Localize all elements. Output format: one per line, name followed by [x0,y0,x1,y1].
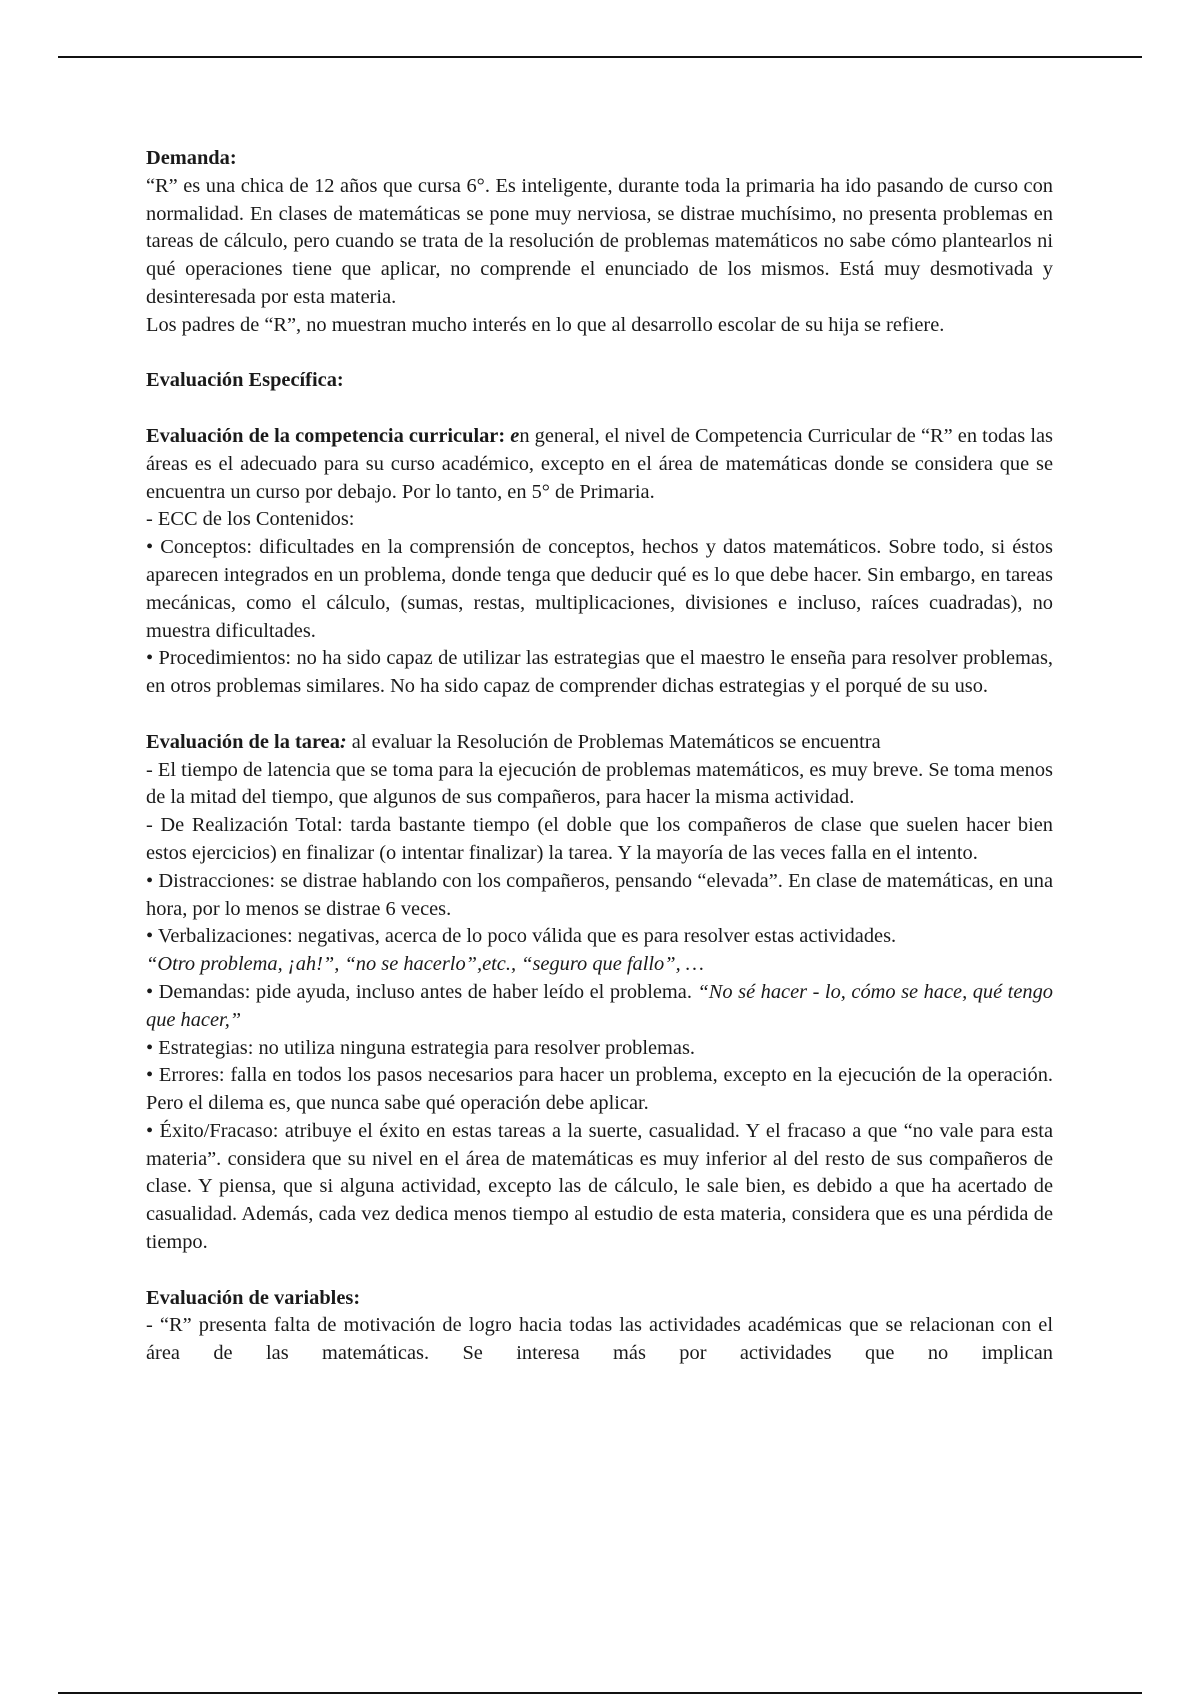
tarea-intro: al evaluar la Resolución de Problemas Matemáticos se encuentra [346,730,881,753]
conceptos-item: • Conceptos: dificultades en la comprensión de conceptos, hechos y datos matemáticos. Sobre todo, si éstos aparecen integrados en un problema, donde tenga que deducir qué es lo que debe hacer. Sin embargo, en tareas mecánicas, como el cálculo, (sumas, restas, multiplicaciones, divisiones e incluso, raíces cuadradas), no muestra dificultades. [146,536,1053,642]
competencia-heading: Evaluación de la competencia curricular: [146,424,506,447]
variables-heading: Evaluación de variables: [146,1286,361,1309]
tarea-heading-colon: : [339,730,347,753]
procedimientos-item: • Procedimientos: no ha sido capaz de utilizar las estrategias que el maestro le enseña para resolver problemas, en otros problemas similares. No ha sido capaz de comprender dichas estrategias y el porqué de su uso. [146,647,1053,698]
estrategias-item: • Estrategias: no utiliza ninguna estrategia para resolver problemas. [146,1036,695,1059]
exito-item: • Éxito/Fracaso: atribuye el éxito en estas tareas a la suerte, casualidad. Y el fracaso a que “no vale para esta materia”. considera que su nivel en el área de matemáticas es muy inferior al del resto de sus compañeros de clase. Y piensa, que si alguna actividad, excepto las de cálculo, le sale bien, es debido a que ha acertado de casualidad. Además, cada vez dedica menos tiempo al estudio de esta materia, considera que es una pérdida de tiempo. [146,1119,1053,1254]
errores-item: • Errores: falla en todos los pasos necesarios para hacer un problema, excepto en la ejecución de la operación. Pero el dilema es, que nunca sabe qué operación debe aplicar. [146,1064,1053,1115]
demandas-quote: “No sé hacer - lo, cómo se hace, qué tengo que hacer,” [146,980,1053,1031]
tarea-paragraph [146,729,1053,757]
competencia-paragraph [146,423,1053,506]
evaluacion-especifica-heading: Evaluación Específica: [146,369,344,392]
ecc-line: - ECC de los Contenidos: [146,508,355,531]
distracciones-item: • Distracciones: se distrae hablando con los compañeros, pensando “elevada”. En clase de matemáticas, en una hora, por lo menos se distrae 6 veces. [146,869,1053,920]
header-rule [58,56,1142,58]
footer-rule [58,1692,1142,1694]
variables-paragraph: - “R” presenta falta de motivación de logro hacia todas las actividades académicas que se relacionan con el área de las matemáticas. Se interesa más por actividades que no implican [146,1314,1053,1365]
competencia-first-letter: e [510,424,520,447]
demandas-text: • Demandas: pide ayuda, incluso antes de haber leído el problema. [146,980,698,1003]
tarea-heading: Evaluación de la tarea [146,730,340,753]
demanda-heading: Demanda: [146,147,237,169]
document-body [146,145,1053,1368]
verbalizaciones-item: • Verbalizaciones: negativas, acerca de lo poco válida que es para resolver estas actividades. [146,925,897,948]
realizacion-item: - De Realización Total: tarda bastante tiempo (el doble que los compañeros de clase que suelen hacer bien estos ejercicios) en finalizar (o intentar finalizar) la tarea. Y la mayoría de las veces falla en el intento. [146,814,1053,864]
demandas-item [146,979,1053,1035]
latencia-item: - El tiempo de latencia que se toma para la ejecución de problemas matemáticos, es muy breve. Se toma menos de la mitad del tiempo, que algunos de sus compañeros, para hacer la misma actividad. [146,758,1053,809]
verbalizaciones-quotes: “Otro problema, ¡ah!”, “no se hacerlo”,etc., “seguro que fallo”, … [146,953,704,976]
demanda-paragraph: “R” es una chica de 12 años que cursa 6°. Es inteligente, durante toda la primaria ha ido pasando de curso con normalidad. En clases de matemáticas se pone muy nerviosa, se distrae muchísimo, no presenta problemas en tareas de cálculo, pero cuando se trata de la resolución de problemas matemáticos no sabe cómo plantearlos ni qué operaciones tiene que aplicar, no comprende el enunciado de los mismos. Está muy desmotivada y desinteresada por esta materia. [146,174,1053,308]
competencia-intro: n general, el nivel de Competencia Curricular de “R” en todas las áreas es el adecuado para su curso académico, excepto en el área de matemáticas donde se considera que se encuentra un curso por debajo. Por lo tanto, en 5° de Primaria. [146,424,1053,503]
padres-paragraph: Los padres de “R”, no muestran mucho interés en lo que al desarrollo escolar de su hija se refiere. [146,313,945,336]
